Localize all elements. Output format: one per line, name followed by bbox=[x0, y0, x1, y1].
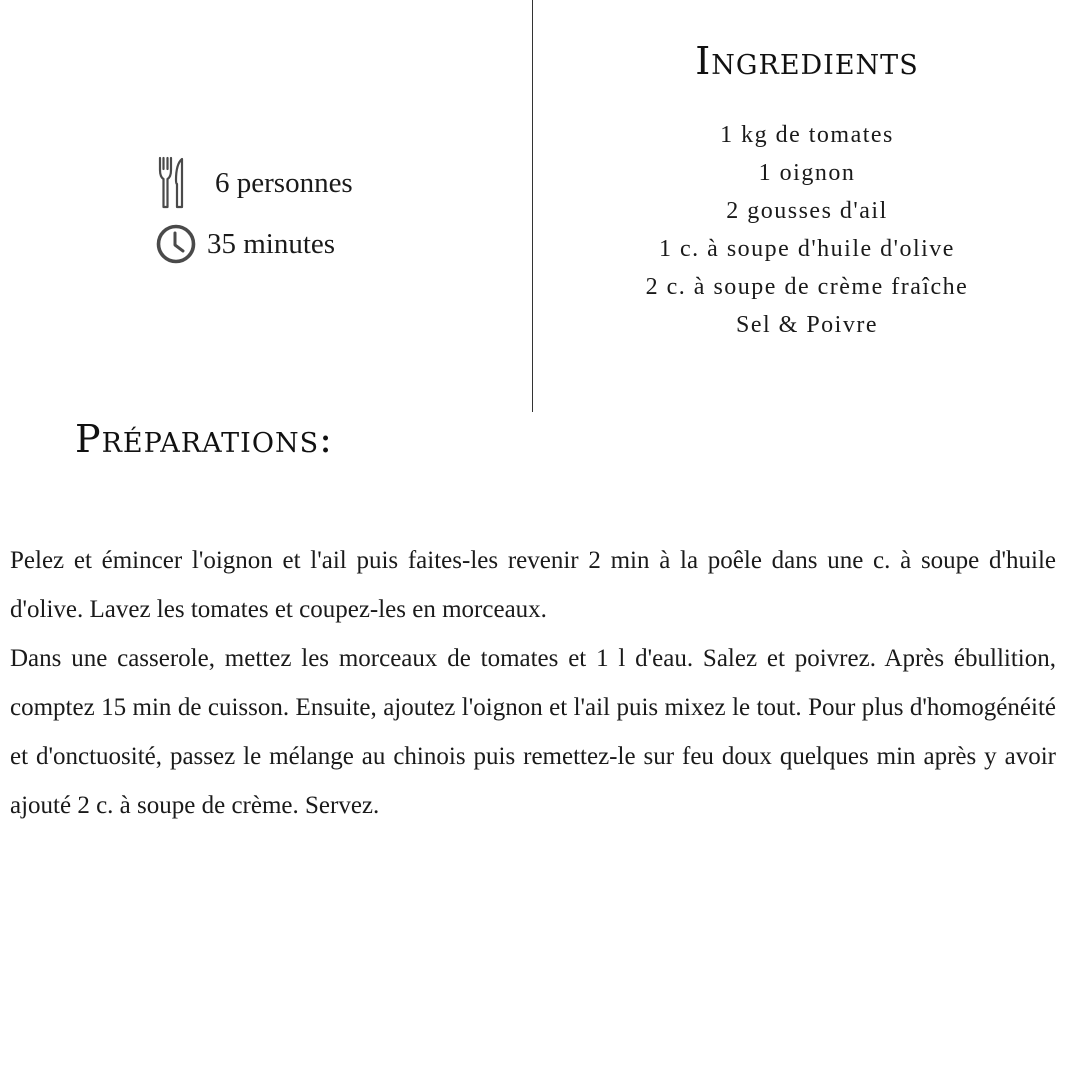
ingredient-item: 1 kg de tomates bbox=[720, 122, 894, 148]
ingredient-item: 1 c. à soupe d'huile d'olive bbox=[659, 236, 955, 262]
ingredient-item: 1 oignon bbox=[758, 160, 856, 186]
ingredient-item: Sel & Poivre bbox=[736, 312, 878, 338]
clock-icon bbox=[155, 223, 197, 265]
preparations-body bbox=[10, 536, 1056, 830]
time-text: 35 minutes bbox=[207, 227, 336, 260]
ingredients-section bbox=[560, 36, 1054, 344]
servings-text: 6 personnes bbox=[215, 166, 353, 199]
column-divider bbox=[532, 0, 533, 412]
preparation-paragraph: Dans une casserole, mettez les morceaux de tomates et 1 l d'eau. Salez et poivrez. Après ébullition, comptez 15 min de cuisson. Ensuite, ajoutez l'oignon et l'ail puis mixez le tout. Pour plus d'homogénéité et d'onctuosité, passez le mélange au chinois puis remettez-le sur feu doux quelques min après y avoir ajouté 2 c. à soupe de crème. Servez. bbox=[10, 645, 1056, 819]
ingredients-title: Ingredients bbox=[695, 39, 919, 83]
servings-row bbox=[155, 152, 495, 214]
preparations-title: Préparations: bbox=[75, 417, 333, 461]
time-row bbox=[155, 214, 495, 274]
recipe-meta bbox=[155, 152, 495, 274]
fork-knife-icon bbox=[155, 156, 189, 210]
ingredients-list bbox=[560, 116, 1054, 344]
ingredient-item: 2 gousses d'ail bbox=[726, 198, 888, 224]
ingredient-item: 2 c. à soupe de crème fraîche bbox=[645, 274, 969, 300]
preparation-paragraph: Pelez et émincer l'oignon et l'ail puis faites-les revenir 2 min à la poêle dans une c. à soupe d'huile d'olive. Lavez les tomates et coupez-les en morceaux. bbox=[10, 547, 1056, 623]
